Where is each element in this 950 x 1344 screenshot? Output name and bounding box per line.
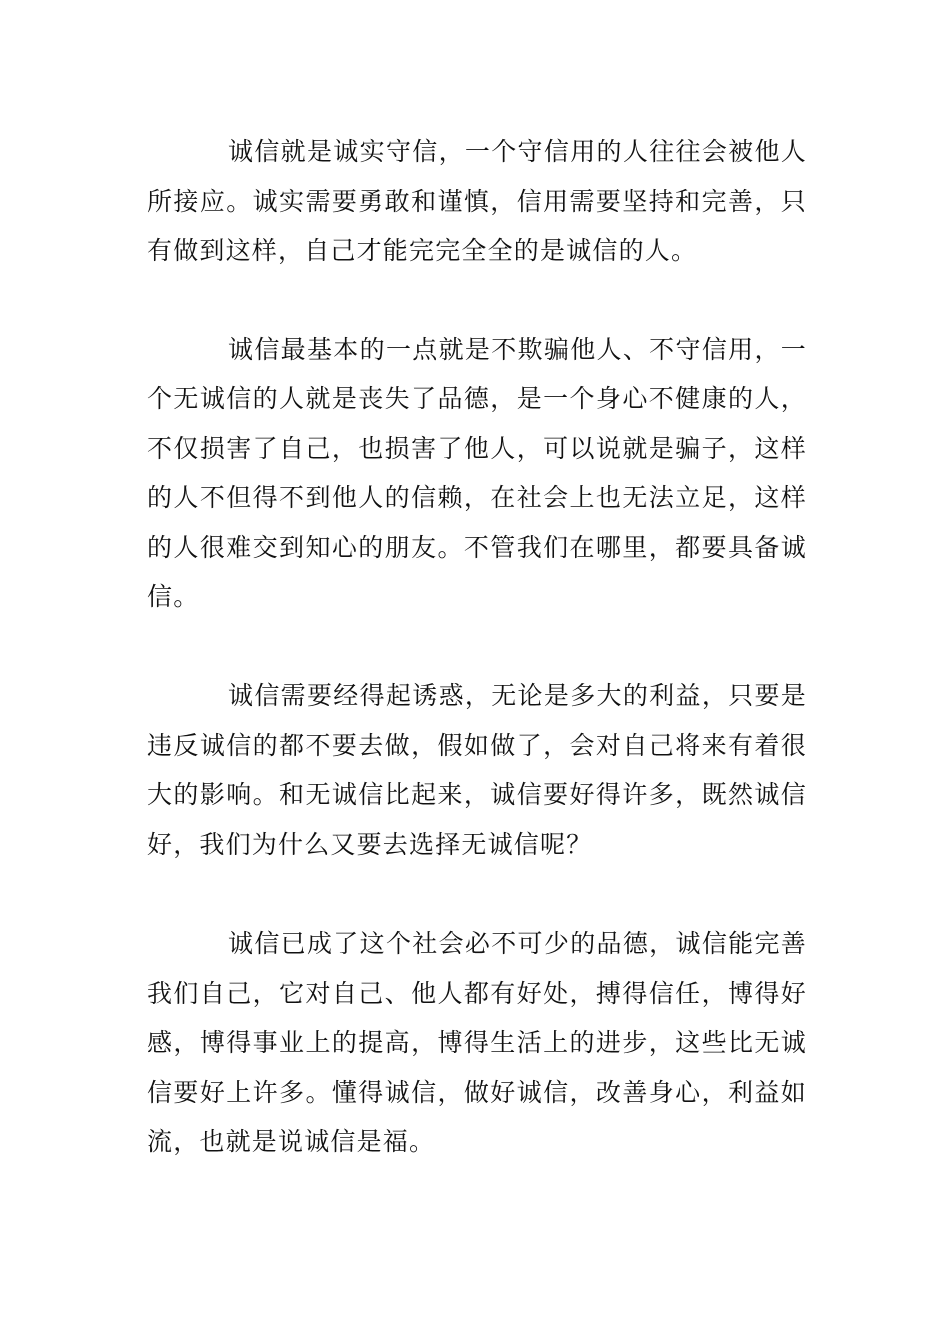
paragraph-line: 感，博得事业上的提高，博得生活上的进步，这些比无诚 (147, 1028, 807, 1057)
paragraph-line: 所接应。诚实需要勇敢和谨慎，信用需要坚持和完善，只 (147, 187, 807, 216)
paragraph-line: 大的影响。和无诚信比起来，诚信要好得许多，既然诚信 (147, 780, 807, 809)
paragraph-line: 诚信就是诚实守信，一个守信用的人往往会被他人 (228, 137, 807, 166)
paragraph-line: 的人很难交到知心的朋友。不管我们在哪里，都要具备诚 (147, 533, 807, 562)
paragraph-line: 好，我们为什么又要去选择无诚信呢？ (147, 830, 593, 859)
paragraph-line: 诚信已成了这个社会必不可少的品德，诚信能完善 (228, 929, 807, 958)
paragraph-line: 诚信最基本的一点就是不欺骗他人、不守信用，一 (228, 335, 807, 364)
paragraph-line: 信。 (147, 582, 200, 611)
paragraph-line: 的人不但得不到他人的信赖，在社会上也无法立足，这样 (147, 483, 807, 512)
paragraph-line: 不仅损害了自己，也损害了他人，可以说就是骗子，这样 (147, 434, 807, 463)
paragraph-line: 我们自己，它对自己、他人都有好处，搏得信任，博得好 (147, 979, 807, 1008)
paragraph-line: 诚信需要经得起诱惑，无论是多大的利益，只要是 (228, 681, 807, 710)
paragraph-line: 有做到这样，自己才能完完全全的是诚信的人。 (147, 236, 698, 265)
paragraph-line: 信要好上许多。懂得诚信，做好诚信，改善身心，利益如 (147, 1078, 807, 1107)
paragraph-line: 个无诚信的人就是丧失了品德，是一个身心不健康的人， (147, 384, 807, 413)
paragraph-line: 违反诚信的都不要去做，假如做了，会对自己将来有着很 (147, 731, 807, 760)
paragraph-line: 流，也就是说诚信是福。 (147, 1127, 436, 1156)
